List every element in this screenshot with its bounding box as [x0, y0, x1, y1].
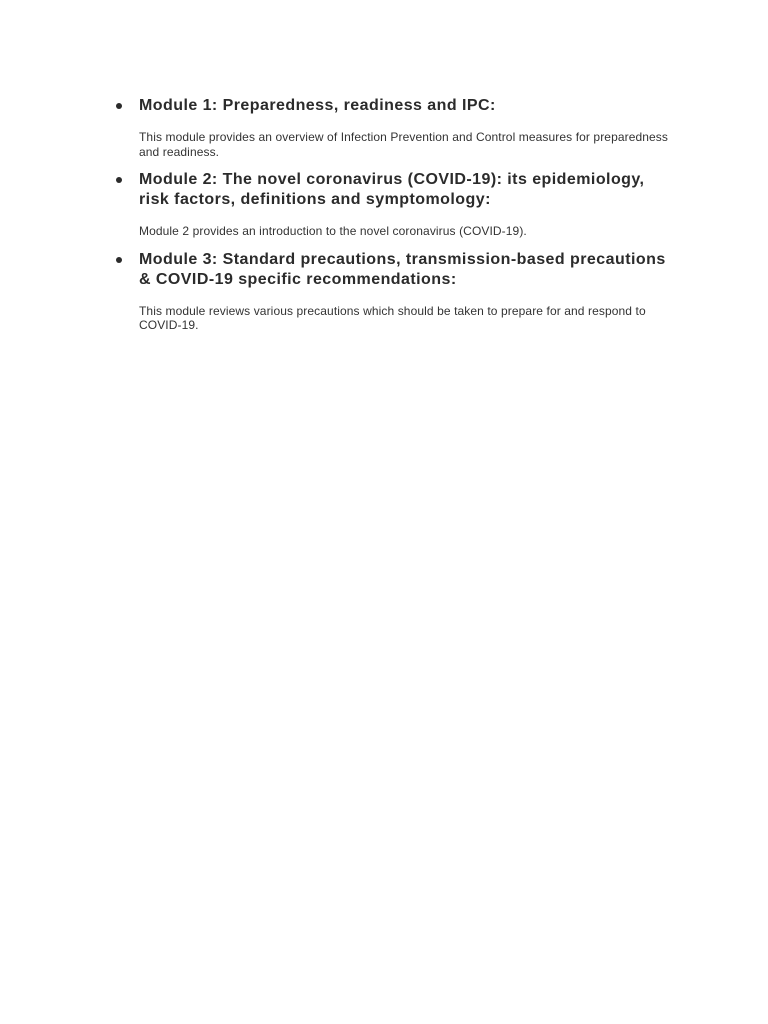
bullet-icon — [116, 177, 122, 183]
module-description: Module 2 provides an introduction to the novel coronavirus (COVID-19). — [139, 224, 527, 238]
module-item — [0, 170, 768, 239]
module-item — [0, 96, 768, 159]
module-title: Module 2: The novel coronavirus (COVID-19): its epidemiology, risk factors, definitions and symptomology: — [139, 171, 645, 208]
bullet-icon — [116, 257, 122, 263]
module-list — [0, 96, 768, 344]
module-description: This module provides an overview of Infection Prevention and Control measures for preparedness and readiness. — [139, 130, 669, 159]
bullet-icon — [116, 103, 122, 109]
module-title: Module 3: Standard precautions, transmission-based precautions & COVID-19 specific recommendations: — [139, 250, 666, 288]
module-item — [0, 250, 768, 333]
module-title: Module 1: Preparedness, readiness and IPC: — [139, 97, 496, 114]
module-description: This module reviews various precautions which should be taken to prepare for and respond to COVID-19. — [139, 303, 646, 332]
